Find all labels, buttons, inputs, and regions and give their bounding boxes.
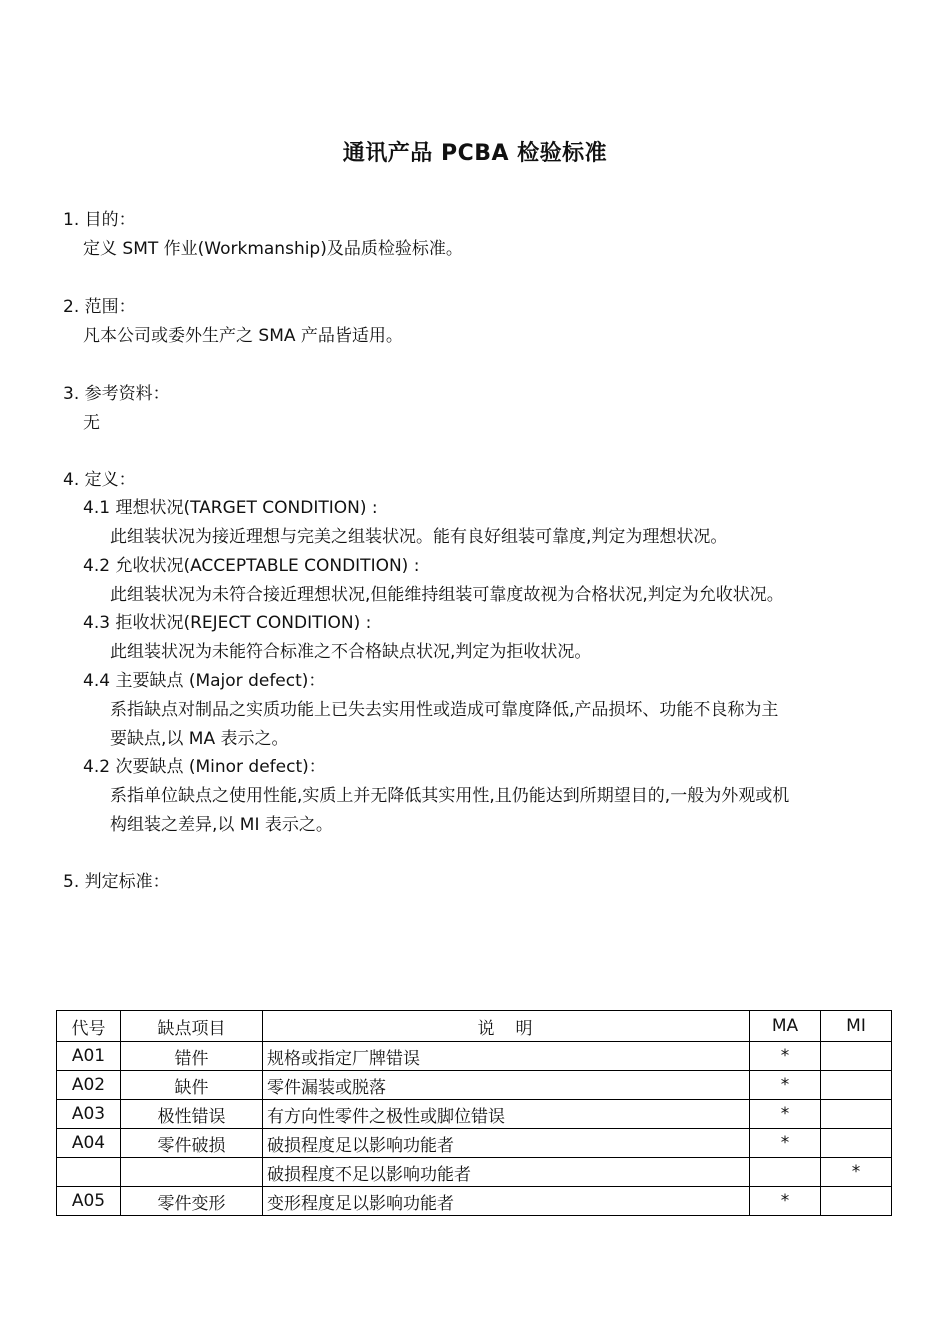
definition-4-2-label: 4.2 允收状况(ACCEPTABLE CONDITION) : [83, 556, 420, 576]
section-1-body: 定义 SMT 作业(Workmanship)及品质检验标准。 [83, 239, 463, 259]
header-mi: MI [821, 1011, 892, 1042]
row-defect-item [121, 1158, 263, 1187]
definition-4-1-label: 4.1 理想状况(TARGET CONDITION) : [83, 498, 378, 518]
table-header-row [57, 1011, 892, 1042]
row-description: 有方向性零件之极性或脚位错误 [263, 1100, 750, 1129]
row-description: 破损程度不足以影响功能者 [263, 1158, 750, 1187]
section-2-heading: 2. 范围： [63, 297, 136, 317]
definition-4-1-text: 此组装状况为接近理想与完美之组装状况。能有良好组装可靠度,判定为理想状况。 [110, 527, 728, 547]
row-mi-mark [821, 1100, 892, 1129]
row-description: 破损程度足以影响功能者 [263, 1129, 750, 1158]
document-title: 通讯产品 PCBA 检验标准 [342, 141, 608, 166]
header-code: 代号 [57, 1011, 121, 1042]
header-description: 说 明 [263, 1011, 750, 1042]
row-defect-item: 极性错误 [121, 1100, 263, 1129]
inspection-criteria-table [56, 1010, 892, 1216]
definition-4-4-text-line-2: 要缺点,以 MA 表示之。 [110, 729, 289, 749]
section-2-body: 凡本公司或委外生产之 SMA 产品皆适用。 [83, 326, 403, 346]
row-description: 变形程度足以影响功能者 [263, 1187, 750, 1216]
table-row [57, 1071, 892, 1100]
table-row [57, 1187, 892, 1216]
row-ma-mark: * [750, 1129, 821, 1158]
row-code: A03 [57, 1100, 121, 1129]
definition-4-4-label: 4.4 主要缺点 (Major defect)： [83, 671, 326, 691]
row-ma-mark [750, 1158, 821, 1187]
definition-4-3-label: 4.3 拒收状况(REJECT CONDITION) : [83, 613, 372, 633]
row-mi-mark [821, 1129, 892, 1158]
row-mi-mark [821, 1187, 892, 1216]
header-defect-item: 缺点项目 [121, 1011, 263, 1042]
section-4-heading: 4. 定义： [63, 470, 136, 490]
row-mi-mark: * [821, 1158, 892, 1187]
row-description: 规格或指定厂牌错误 [263, 1042, 750, 1071]
row-defect-item: 零件变形 [121, 1187, 263, 1216]
section-3-heading: 3. 参考资料： [63, 384, 170, 404]
definition-minor-text-line-2: 构组装之差异,以 MI 表示之。 [110, 815, 333, 835]
header-ma: MA [750, 1011, 821, 1042]
row-code: A04 [57, 1129, 121, 1158]
row-defect-item: 错件 [121, 1042, 263, 1071]
table-row [57, 1158, 892, 1187]
table-row [57, 1100, 892, 1129]
row-ma-mark: * [750, 1100, 821, 1129]
row-mi-mark [821, 1071, 892, 1100]
section-3-body: 无 [83, 413, 100, 433]
row-code: A01 [57, 1042, 121, 1071]
row-code: A05 [57, 1187, 121, 1216]
row-description: 零件漏装或脱落 [263, 1071, 750, 1100]
section-1-heading: 1. 目的： [63, 210, 136, 230]
definition-minor-label: 4.2 次要缺点 (Minor defect)： [83, 757, 326, 777]
section-5-heading: 5. 判定标准： [63, 872, 170, 892]
row-defect-item: 缺件 [121, 1071, 263, 1100]
table-row [57, 1129, 892, 1158]
definition-4-3-text: 此组装状况为未能符合标准之不合格缺点状况,判定为拒收状况。 [110, 642, 592, 662]
row-code [57, 1158, 121, 1187]
definition-minor-text-line-1: 系指单位缺点之使用性能,实质上并无降低其实用性,且仍能达到所期望目的,一般为外观或机 [110, 786, 790, 806]
table-row [57, 1042, 892, 1071]
definition-4-4-text-line-1: 系指缺点对制品之实质功能上已失去实用性或造成可靠度降低,产品损坏、功能不良称为主 [110, 700, 779, 720]
row-mi-mark [821, 1042, 892, 1071]
row-code: A02 [57, 1071, 121, 1100]
row-ma-mark: * [750, 1071, 821, 1100]
row-defect-item: 零件破损 [121, 1129, 263, 1158]
definition-4-2-text: 此组装状况为未符合接近理想状况,但能维持组装可靠度故视为合格状况,判定为允收状况。 [110, 585, 784, 605]
row-ma-mark: * [750, 1187, 821, 1216]
row-ma-mark: * [750, 1042, 821, 1071]
